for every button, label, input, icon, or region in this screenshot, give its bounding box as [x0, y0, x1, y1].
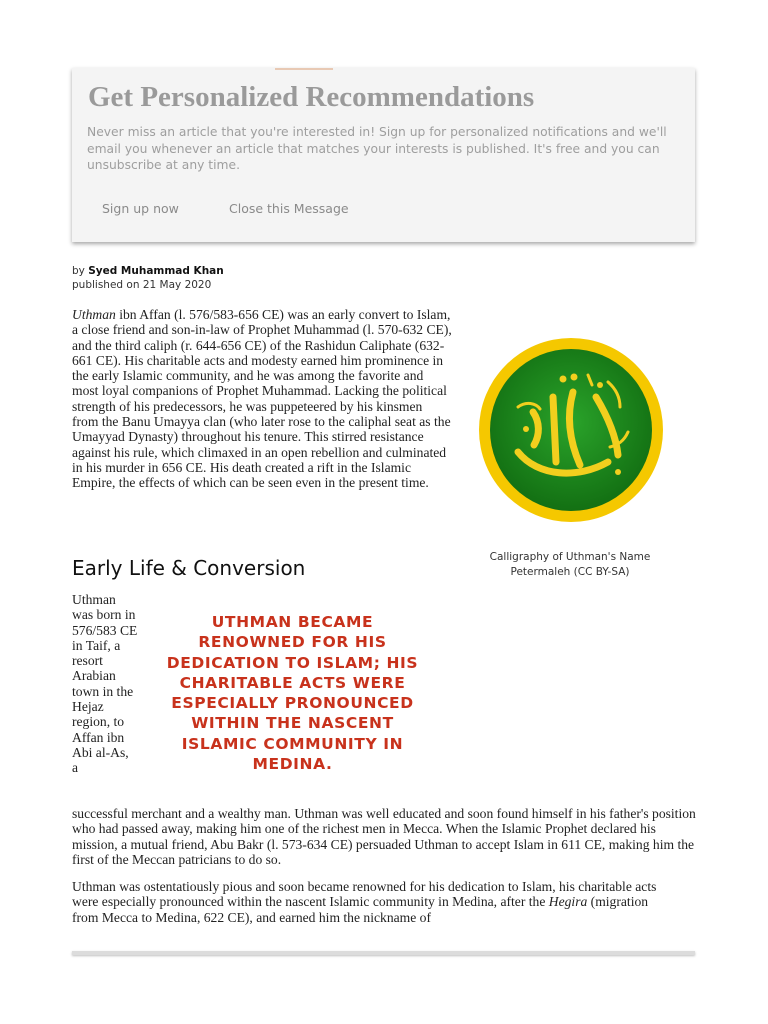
sign-up-button[interactable]: Sign up now — [102, 201, 179, 216]
banner-title: Get Personalized Recommendations — [88, 81, 535, 113]
intro-name: Uthman — [72, 307, 116, 322]
caption-title: Calligraphy of Uthman's Name — [489, 551, 651, 563]
pull-quote: UTHMAN BECAME RENOWNED FOR HIS DEDICATION TO ISLAM; HIS CHARITABLE ACTS WERE ESPECIALLY PRONOUNCED WITHIN THE NASCENT ISLAMIC COMMUNITY IN MEDINA. — [166, 613, 419, 774]
publish-date: published on 21 May 2020 — [72, 279, 212, 291]
author-name[interactable]: Syed Muhammad Khan — [88, 265, 224, 277]
narrow-paragraph: Uthman was born in 576/583 CE in Taif, a resort Arabian town in the Hejaz region, to Affan ibn Abi al-As, a — [72, 592, 138, 776]
section-heading: Early Life & Conversion — [72, 556, 306, 580]
banner-accent-line — [275, 68, 333, 70]
intro-text: ibn Affan (l. 576/583-656 CE) was an early convert to Islam, a close friend and son-in-law of Prophet Muhammad (l. 570-632 CE), and the third caliph (r. 644-656 CE) of the Rashidun Caliphate (632-661 CE). His charitable acts and modesty earned him prominence in the early Islamic community, and he was among the favorite and most loyal companions of Prophet Muhammad. Lacking the political strength of his predecessors, he was puppeteered by his kinsmen from the Banu Umayya clan (who later rose to the caliphal seat as the Umayyad Dynasty) throughout his tenure. This stirred resistance against his rule, which climaxed in an open rebellion and culminated in his murder in 656 CE. His death created a rift in the Islamic Empire, the effects of which can be seen even in the present time. — [72, 307, 452, 491]
para2-text-b: (migration from Mecca to Medina, 622 CE), and earned him the nickname of — [72, 894, 649, 925]
close-message-button[interactable]: Close this Message — [229, 201, 349, 216]
hegira-term: Hegira — [548, 894, 588, 910]
caption-credit[interactable]: Petermaleh (CC BY-SA) — [510, 566, 630, 578]
recommendations-banner — [72, 68, 695, 242]
intro-paragraph — [72, 307, 452, 491]
second-paragraph — [72, 879, 672, 925]
calligraphy-image[interactable] — [478, 337, 664, 523]
byline — [72, 264, 224, 292]
banner-description: Never miss an article that you're interested in! Sign up for personalized notifications and we'll email you whenever an article that matches your interests is published. It's free and you can unsubscribe at any time. — [87, 125, 667, 172]
calligraphy-medallion-icon — [478, 337, 664, 523]
bottom-divider — [72, 951, 695, 955]
byline-prefix: by — [72, 265, 85, 277]
figure-caption — [470, 550, 670, 580]
para2-text-a: Uthman was ostentatiously pious and soon became renowned for his dedication to Islam, his charitable acts were especially pronounced within the nascent Islamic community in Medina, after the — [72, 879, 657, 910]
continued-paragraph: successful merchant and a wealthy man. Uthman was well educated and soon found himself in his father's position who had passed away, making him one of the richest men in Mecca. When the Islamic Prophet declared his mission, a mutual friend, Abu Bakr (l. 573-634 CE) persuaded Uthman to accept Islam in 611 CE, making him the first of the Meccan patricians to do so. — [72, 806, 696, 867]
author-line — [72, 264, 224, 278]
